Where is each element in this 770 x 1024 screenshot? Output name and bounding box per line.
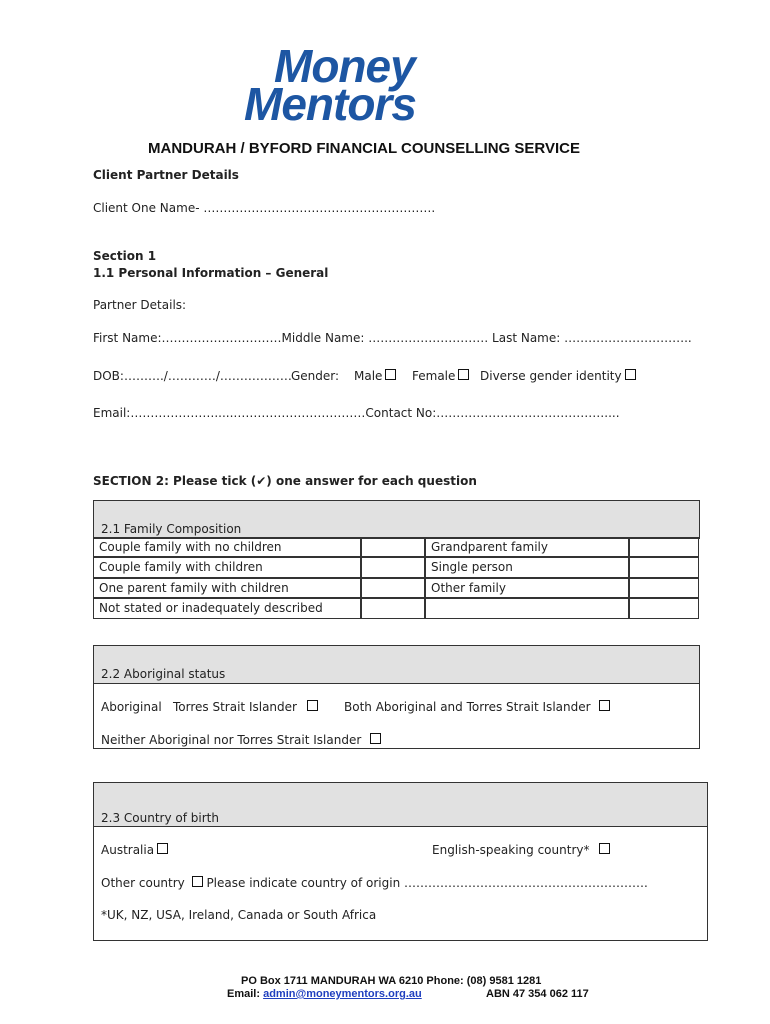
country-of-birth-header	[93, 782, 708, 827]
country-option-australia[interactable]: Australia	[101, 843, 168, 857]
other-country-checkbox[interactable]	[192, 876, 203, 887]
family-option-3: One parent family with children	[93, 578, 361, 598]
money-mentors-logo	[244, 40, 534, 130]
aboriginal-option-both[interactable]: Both Aboriginal and Torres Strait Islander	[344, 700, 610, 714]
country-option-other[interactable]: Other country Please indicate country of origin …………………………………………………….	[101, 876, 648, 890]
family-option-1-tick[interactable]	[361, 537, 425, 557]
aboriginal-status-header	[93, 645, 700, 684]
aboriginal-option-torres[interactable]: Torres Strait Islander	[173, 700, 318, 714]
footer-abn: ABN 47 354 062 117	[486, 988, 589, 1000]
diverse-checkbox[interactable]	[625, 369, 636, 380]
family-option-6: Single person	[425, 557, 629, 578]
family-option-8-tick[interactable]	[629, 598, 699, 619]
english-speaking-note: *UK, NZ, USA, Ireland, Canada or South Africa	[101, 908, 377, 922]
aboriginal-option-aboriginal[interactable]: Aboriginal	[101, 700, 162, 714]
partner-details-label: Partner Details:	[93, 298, 187, 312]
family-option-1: Couple family with no children	[93, 537, 361, 557]
australia-checkbox[interactable]	[157, 843, 168, 854]
logo-line-2: Mentors	[244, 78, 416, 130]
gender-option-diverse[interactable]: Diverse gender identity	[480, 369, 636, 383]
family-option-3-tick[interactable]	[361, 578, 425, 598]
family-option-5-tick[interactable]	[629, 537, 699, 557]
gender-option-female[interactable]: Female	[412, 369, 469, 383]
male-checkbox[interactable]	[385, 369, 396, 380]
name-fields-line[interactable]: First Name:…………………………Middle Name: ………………………… Last Name: …………………………..	[93, 331, 692, 345]
country-of-origin-field[interactable]: Please indicate country of origin …………………………………………………….	[206, 876, 648, 890]
english-checkbox[interactable]	[599, 843, 610, 854]
dob-field[interactable]: DOB:………./…………/………………	[93, 369, 292, 383]
client-one-name-field[interactable]: Client One Name- ………………………………………………….	[93, 201, 436, 215]
family-composition-header	[93, 500, 700, 539]
section1-heading: Section 1	[93, 249, 157, 263]
email-contact-line[interactable]: Email:………………….....……………………………Contact No:……………………………………....	[93, 406, 620, 420]
gender-option-male[interactable]: Male	[354, 369, 396, 383]
aboriginal-status-title: 2.2 Aboriginal status	[101, 667, 226, 681]
footer-email-row: Email: admin@moneymentors.org.au	[227, 988, 422, 1000]
neither-checkbox[interactable]	[370, 733, 381, 744]
family-option-7-tick[interactable]	[629, 578, 699, 598]
both-checkbox[interactable]	[599, 700, 610, 711]
page-title: MANDURAH / BYFORD FINANCIAL COUNSELLING SERVICE	[148, 140, 580, 157]
logo-line-1: Money	[274, 40, 415, 92]
client-partner-details-heading: Client Partner Details	[93, 168, 239, 182]
female-checkbox[interactable]	[458, 369, 469, 380]
family-option-4-tick[interactable]	[361, 598, 425, 619]
section2-heading: SECTION 2: Please tick (✔) one answer for each question	[93, 474, 477, 488]
torres-checkbox[interactable]	[307, 700, 318, 711]
country-option-english[interactable]: English-speaking country*	[432, 843, 610, 857]
footer-email-link[interactable]: admin@moneymentors.org.au	[263, 988, 422, 1000]
family-option-4: Not stated or inadequately described	[93, 598, 361, 619]
family-option-6-tick[interactable]	[629, 557, 699, 578]
section1-subheading: 1.1 Personal Information – General	[93, 266, 329, 280]
footer-address: PO Box 1711 MANDURAH WA 6210 Phone: (08) 9581 1281	[241, 975, 542, 987]
aboriginal-status-body	[93, 682, 700, 749]
country-of-birth-title: 2.3 Country of birth	[101, 811, 219, 825]
family-option-7: Other family	[425, 578, 629, 598]
family-option-8	[425, 598, 629, 619]
country-of-birth-body	[93, 825, 708, 941]
gender-label: Gender:	[291, 369, 340, 383]
family-composition-title: 2.1 Family Composition	[101, 522, 242, 536]
family-option-5: Grandparent family	[425, 537, 629, 557]
family-option-2: Couple family with children	[93, 557, 361, 578]
family-option-2-tick[interactable]	[361, 557, 425, 578]
aboriginal-option-neither[interactable]: Neither Aboriginal nor Torres Strait Islander	[101, 733, 381, 747]
